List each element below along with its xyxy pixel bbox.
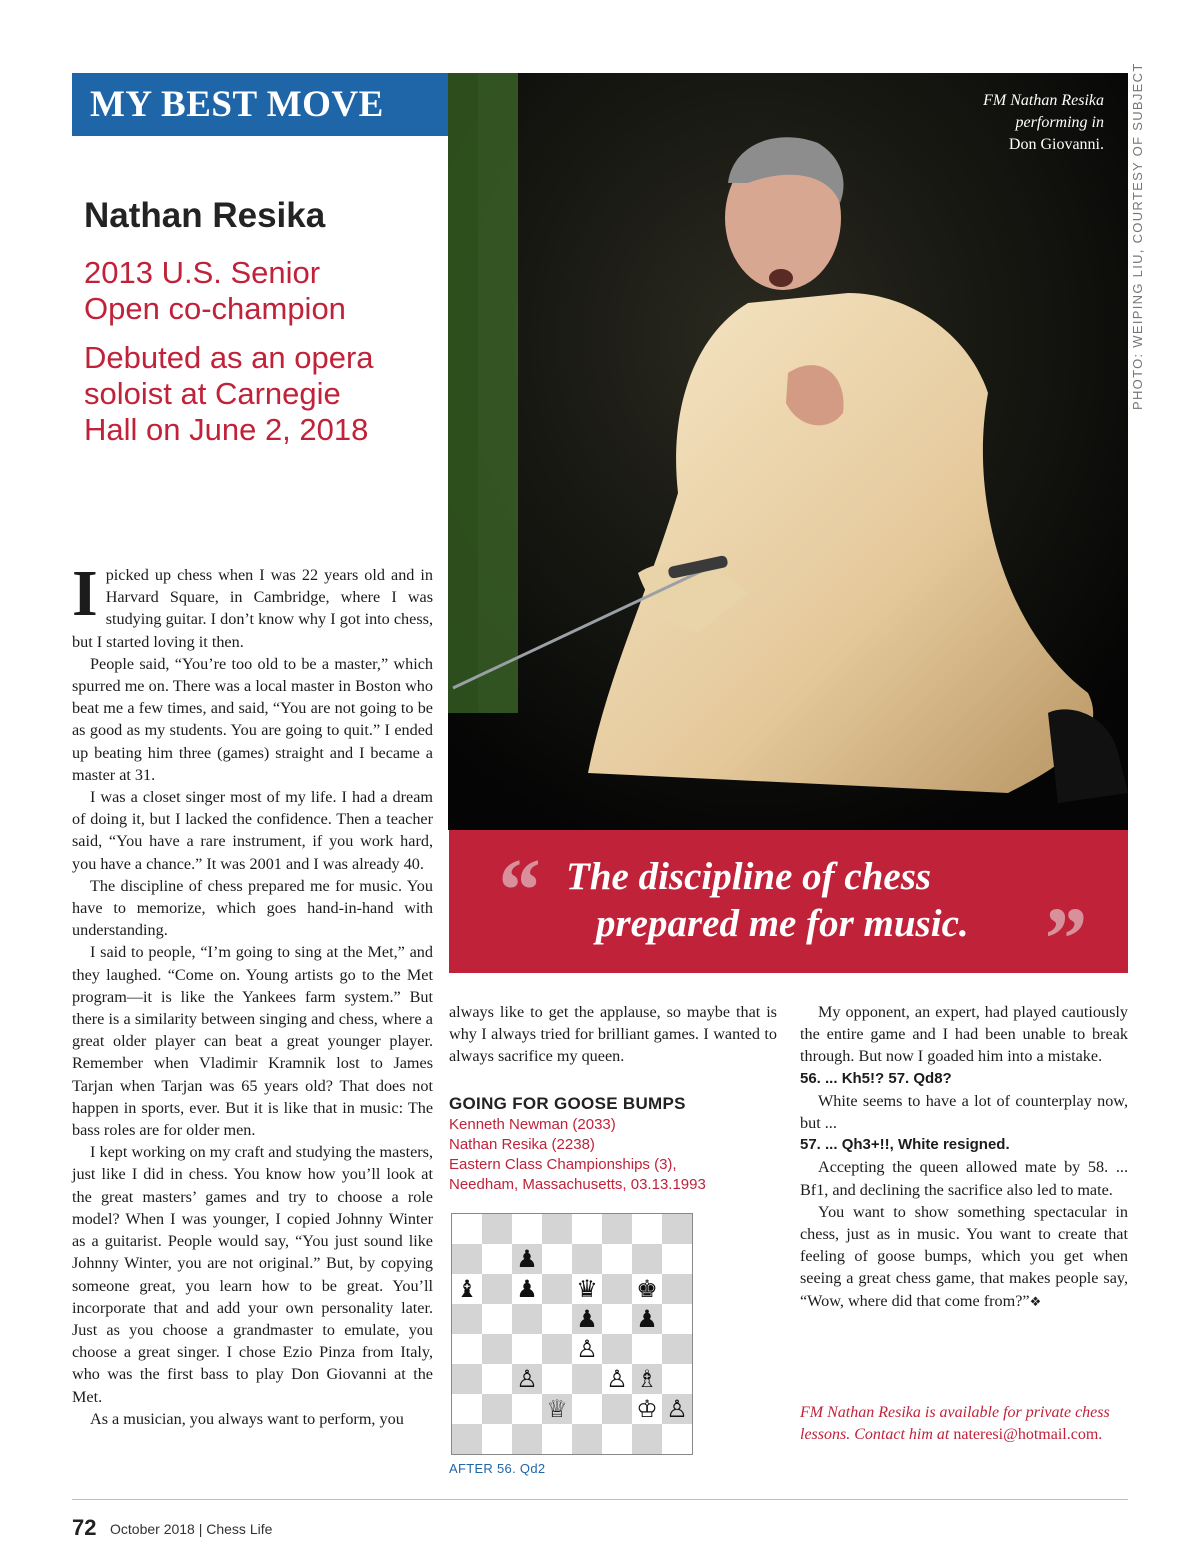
board-square [542, 1244, 572, 1274]
board-square [482, 1244, 512, 1274]
board-square [482, 1394, 512, 1424]
game-white-player: Kenneth Newman (2033) [449, 1116, 616, 1133]
author-name: Nathan Resika [84, 196, 326, 235]
footer-issue: October 2018 | Chess Life [110, 1521, 273, 1537]
board-square [452, 1214, 482, 1244]
board-square [572, 1424, 602, 1454]
board-square [542, 1304, 572, 1334]
board-square [602, 1394, 632, 1424]
paragraph: You want to show something spectacular in chess, just as in music. You want to create that feeling of goose bumps, which you get when seeing a great chess game, that makes people say, “Wow, where did that come from?”❖ [800, 1202, 1128, 1310]
chess-piece: ♚ [636, 1275, 658, 1303]
end-mark-icon: ❖ [1029, 1293, 1042, 1309]
caption-line: performing in [1015, 114, 1104, 131]
board-square [512, 1214, 542, 1244]
board-square [602, 1424, 632, 1454]
chess-piece: ♟ [516, 1245, 538, 1273]
subtitle-line: soloist at Carnegie [84, 376, 341, 411]
subtitle-line: Open co-champion [84, 291, 346, 326]
board-square [542, 1424, 572, 1454]
article-column-3 [800, 1001, 1128, 1313]
subtitle-line: Debuted as an opera [84, 340, 374, 375]
board-square [662, 1274, 692, 1304]
board-square [572, 1214, 602, 1244]
pull-quote-line: prepared me for music. [596, 902, 969, 945]
chess-piece: ♙ [516, 1365, 538, 1393]
photo-caption [904, 90, 1104, 156]
chess-piece: ♕ [546, 1395, 568, 1423]
paragraph: always like to get the applause, so maybe that is why I always tried for brilliant games. I wanted to always sacrifice my queen. [449, 1003, 777, 1066]
caption-line: FM Nathan Resika [983, 92, 1104, 109]
chess-piece: ♙ [606, 1365, 628, 1393]
board-square [602, 1244, 632, 1274]
board-square [542, 1364, 572, 1394]
paragraph: People said, “You’re too old to be a master,” which spurred me on. There was a local master in Boston who beat me a few times, and said, “You are not going to be as good as my students. You are going to quit.” I ended up beating him three (games) straight and I became a master at 31. [72, 654, 433, 784]
singer-photo [448, 73, 1128, 830]
paragraph: As a musician, you always want to perform, you [90, 1409, 404, 1428]
board-square [572, 1244, 602, 1274]
board-square [602, 1274, 632, 1304]
board-square [602, 1334, 632, 1364]
subtitle-championship [84, 255, 434, 327]
author-note [800, 1402, 1130, 1446]
board-square [572, 1364, 602, 1394]
chess-piece: ♟ [636, 1305, 658, 1333]
chess-piece: ♔ [636, 1395, 658, 1423]
board-square [512, 1394, 542, 1424]
diagram-caption: AFTER 56. Qd2 [449, 1461, 546, 1476]
game-event: Eastern Class Championships (3), [449, 1156, 677, 1173]
game-move: 56. ... Kh5!? 57. Qd8? [800, 1069, 952, 1087]
drop-cap: I [72, 557, 98, 630]
footer-divider [72, 1499, 1128, 1500]
board-square [482, 1334, 512, 1364]
subtitle-line: 2013 U.S. Senior [84, 255, 321, 290]
board-square [662, 1334, 692, 1364]
chess-piece: ♟ [516, 1275, 538, 1303]
paragraph: The discipline of chess prepared me for music. You have to memorize, which goes hand-in-hand with understanding. [72, 876, 433, 940]
paragraph: My opponent, an expert, had played cautiously the entire game and I had been unable to break through. But now I goaded him into a mistake. [800, 1003, 1128, 1066]
board-square [452, 1244, 482, 1274]
photo-credit: PHOTO: WEIPING LIU, COURTESY OF SUBJECT [1130, 62, 1145, 410]
article-column-1 [72, 557, 433, 1430]
chess-piece: ♙ [666, 1395, 688, 1423]
chess-piece: ♙ [576, 1335, 598, 1363]
article-column-2 [449, 1001, 777, 1068]
board-square [482, 1424, 512, 1454]
open-quote-mark: “ [494, 841, 539, 940]
board-square [452, 1394, 482, 1424]
board-square [482, 1274, 512, 1304]
section-title: MY BEST MOVE [90, 84, 384, 125]
game-site: Needham, Massachusetts, 03.13.1993 [449, 1176, 706, 1193]
board-square [512, 1424, 542, 1454]
board-square [482, 1304, 512, 1334]
board-square [512, 1334, 542, 1364]
board-square [662, 1214, 692, 1244]
page-number: 72 [72, 1515, 97, 1540]
board-square [602, 1304, 632, 1334]
board-square [572, 1394, 602, 1424]
board-square [602, 1214, 632, 1244]
game-title: GOING FOR GOOSE BUMPS [449, 1094, 686, 1113]
board-square [542, 1214, 572, 1244]
chess-piece: ♗ [636, 1365, 658, 1393]
note-text: FM Nathan Resika is available for private chess lessons. Contact him at [800, 1404, 1110, 1443]
chess-piece: ♝ [456, 1275, 478, 1303]
subtitle-opera [84, 340, 434, 448]
board-square [452, 1364, 482, 1394]
board-square [632, 1214, 662, 1244]
subtitle-line: Hall on June 2, 2018 [84, 412, 369, 447]
board-square [632, 1334, 662, 1364]
chess-diagram [451, 1213, 693, 1455]
board-square [662, 1304, 692, 1334]
paragraph: I was a closet singer most of my life. I had a dream of doing it, but I lacked the confidence. Then a teacher said, “You have a rare instrument, if you work hard, you have a chance.” It was 2001 and I was already 40. [72, 788, 433, 873]
board-square [482, 1214, 512, 1244]
caption-line: Don Giovanni. [1008, 136, 1104, 153]
game-move: 57. ... Qh3+!!, White resigned. [800, 1136, 1010, 1154]
paragraph: I kept working on my craft and studying the masters, just like I did in chess. You know how you’ll look at the great masters’ games and try to choose a role model? When I was younger, I copied Johnny Winter as a guitarist. People would say, “You just sound like Johnny Winter, you are not original.” But, by copying someone great, you learn how to be great. You’ll incorporate that and add your own personality later. Just as you choose a grandmaster to emulate, you choose a great singer. I chose Ezio Pinza from Italy, who was the first bass to play Don Giovanni at the Met. [72, 1143, 433, 1406]
board-square [662, 1244, 692, 1274]
board-square [662, 1364, 692, 1394]
section-banner [72, 73, 448, 136]
chess-piece: ♛ [576, 1275, 598, 1303]
paragraph: White seems to have a lot of counterplay now, but ... [800, 1091, 1128, 1133]
board-square [482, 1364, 512, 1394]
paragraph: Ipicked up chess when I was 22 years old and in Harvard Square, in Cambridge, where I was studying guitar. I don’t know why I got into chess, but I started loving it then. [72, 557, 433, 651]
board-square [632, 1424, 662, 1454]
board-square [512, 1304, 542, 1334]
game-black-player: Nathan Resika (2238) [449, 1136, 595, 1153]
board-square [632, 1244, 662, 1274]
pull-quote-line: The discipline of chess [566, 855, 932, 898]
chess-piece: ♟ [576, 1305, 598, 1333]
board-square [452, 1334, 482, 1364]
board-square [542, 1334, 572, 1364]
email-link[interactable]: nateresi@hotmail.com. [953, 1426, 1103, 1443]
paragraph: I said to people, “I’m going to sing at the Met,” and they laughed. “Come on. Young artists go to the Met program—it is like the Yankees farm system.” But there is a similarity between singing and chess, where a great older player can beat a great younger player. Remember when Vladimir Kramnik lost to James Tarjan when Tarjan was 65 years old? That does not happen in sports, ever. But it is like that in music: The bass roles are for older men. [72, 943, 433, 1140]
paragraph: Accepting the queen allowed mate by 58. ... Bf1, and declining the sacrifice also led to mate. [800, 1158, 1128, 1199]
board-square [452, 1424, 482, 1454]
board-square [662, 1424, 692, 1454]
board-square [452, 1304, 482, 1334]
board-square [542, 1274, 572, 1304]
close-quote-mark: ” [1040, 890, 1085, 989]
